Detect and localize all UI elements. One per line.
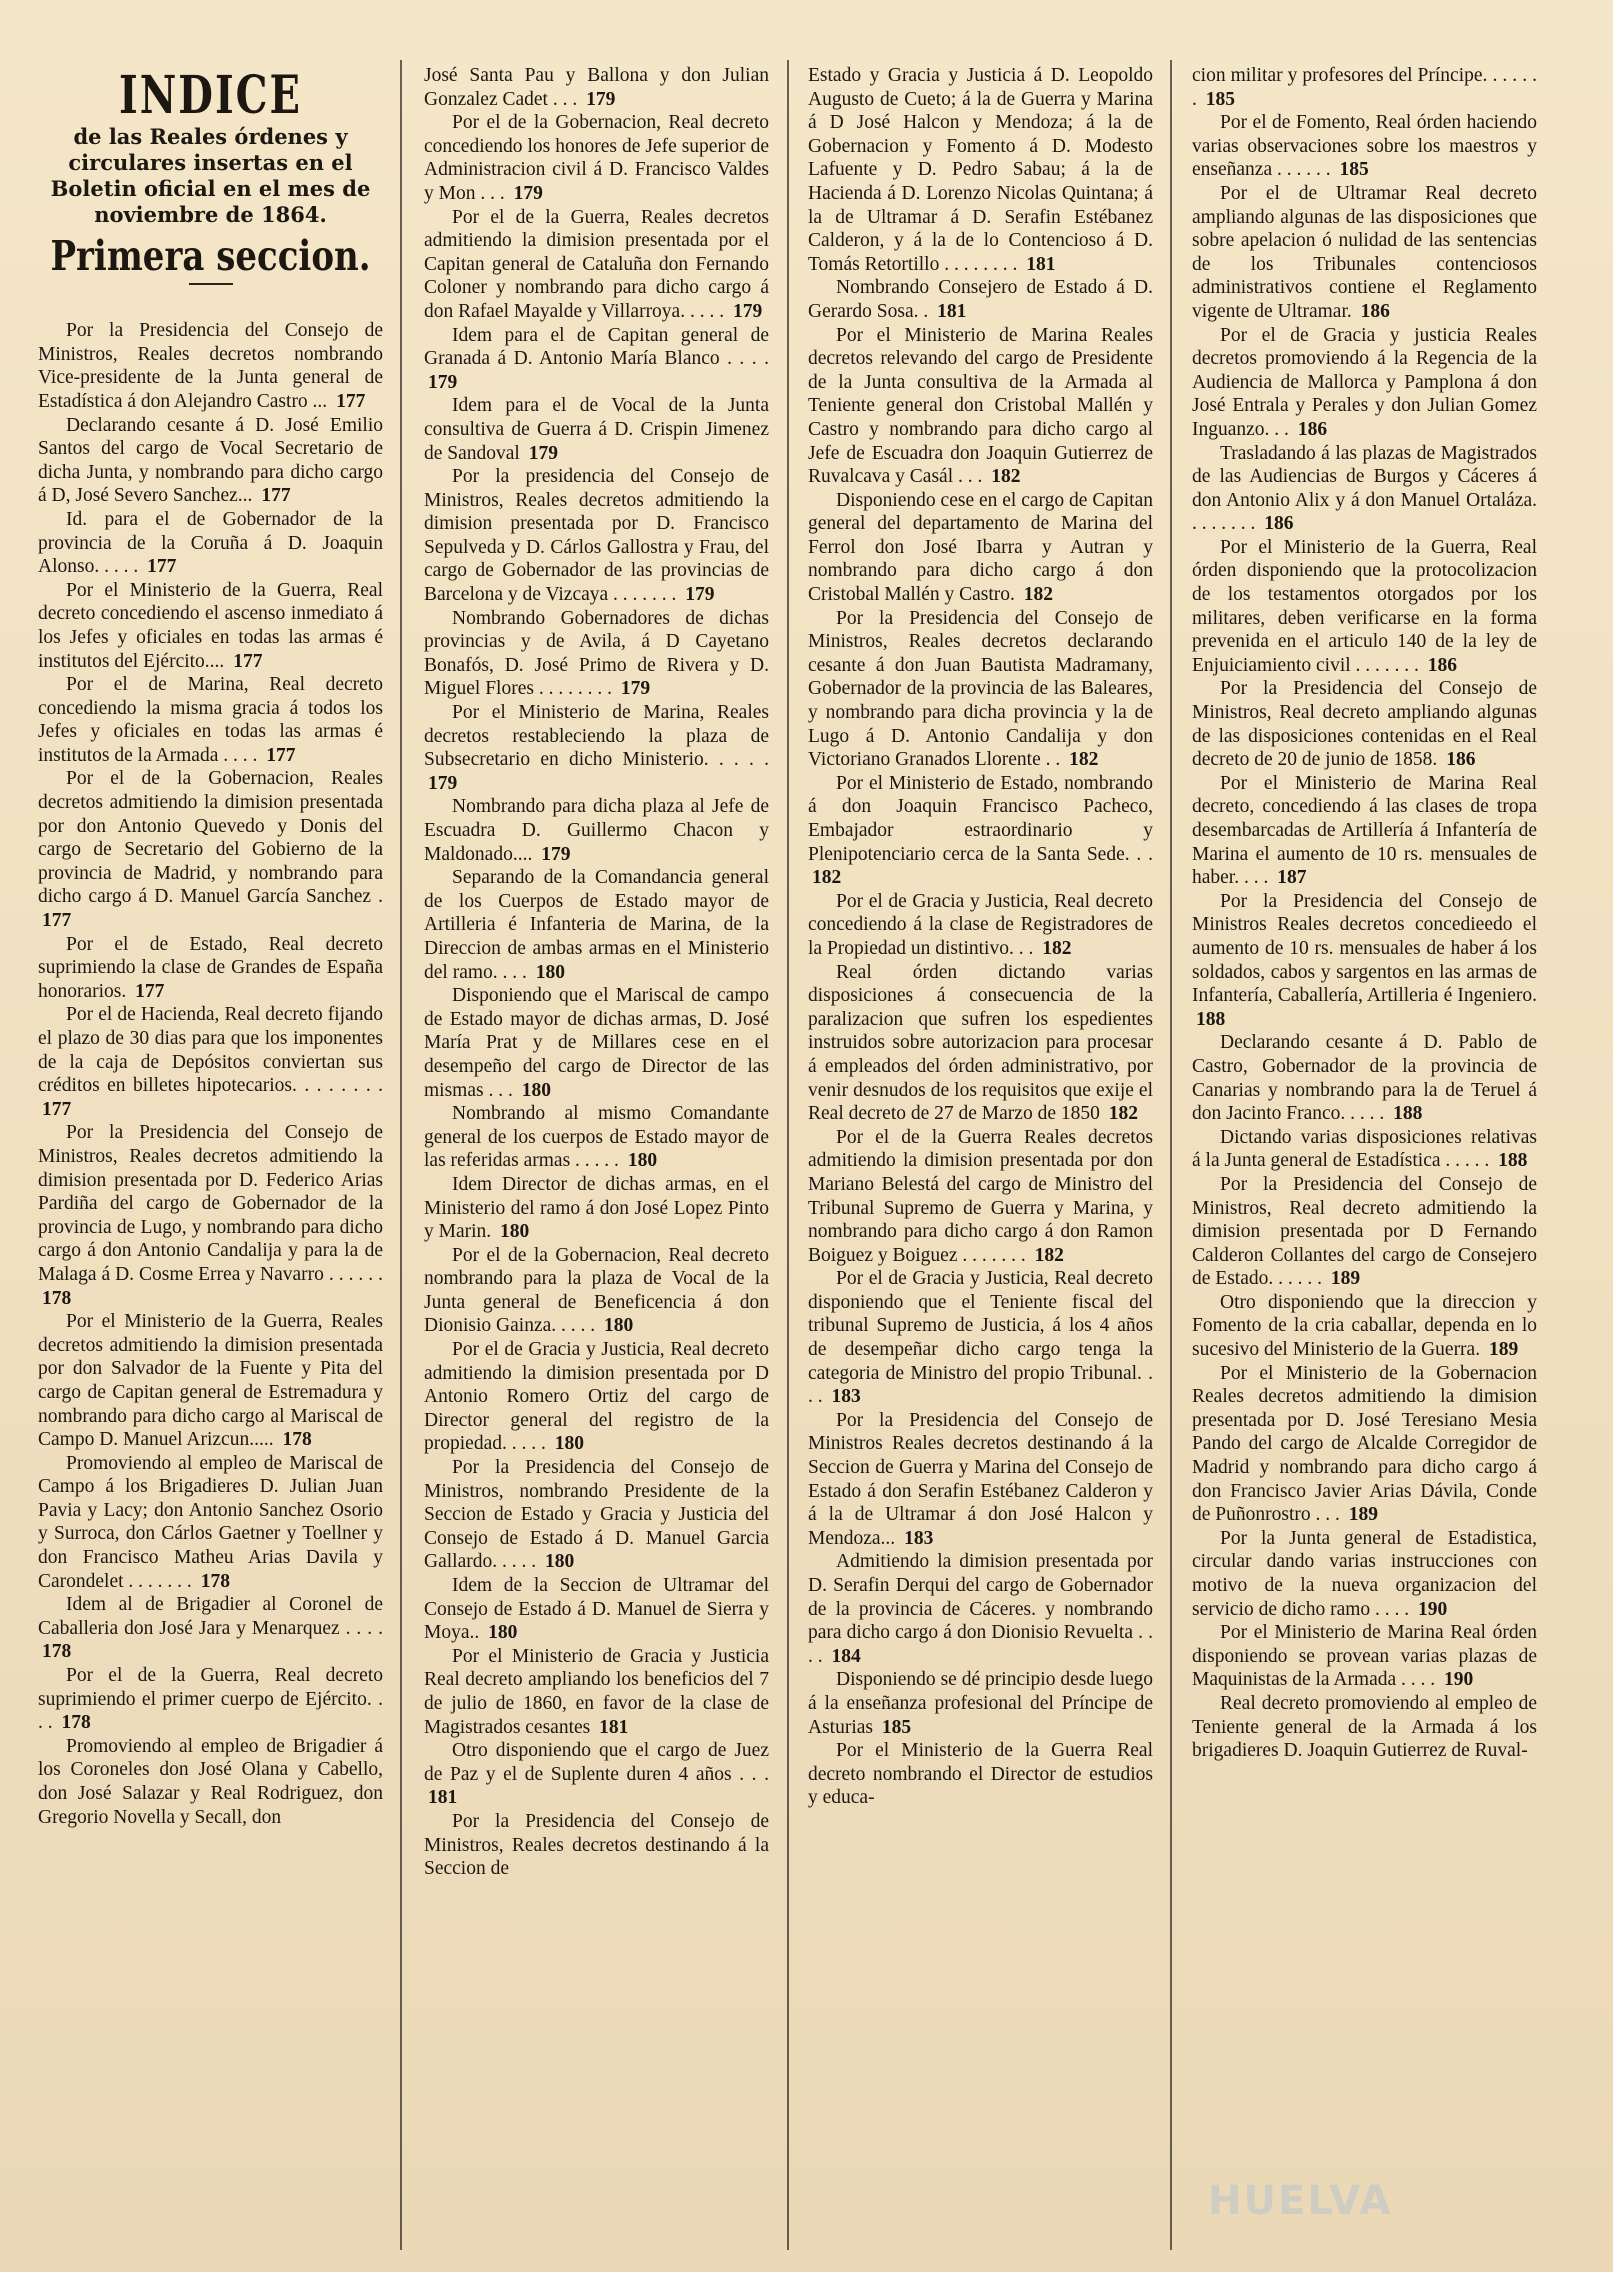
page-number: 186 (1264, 513, 1294, 535)
entry-text: Idem al de Brigadier al Coronel de Caballeria don José Jara y Menarquez . . . . (38, 1594, 383, 1639)
index-entry (38, 933, 383, 1004)
page-number: 182 (991, 466, 1021, 488)
index-entry (424, 394, 769, 465)
index-entry (424, 1456, 769, 1574)
entry-text: Por el de Gracia y Justicia, Real decreto admitiendo la dimision presentada por D Antonio Romero Ortiz del cargo de Director general del registro de la propiedad. . . . . (424, 1339, 769, 1455)
page-number: 179 (528, 442, 558, 464)
entry-text: Por el de Ultramar Real decreto ampliando algunas de las disposiciones que sobre apelacion ó nulidad de las sentencias de los Tribunales contenciosos administrativos contiene el Reglamento vigente de Ultramar. (1192, 182, 1537, 322)
entry-text: Por el Ministerio de la Gobernacion Reales decretos admitiendo la dimision presentada por D. José Teresiano Mesia Pando del cargo de Alcalde Corregidor de Madrid y nombrando para dicho cargo á don Francisco Javier Arias Dávila, Conde de Puñonrostro . . . (1192, 1362, 1537, 1526)
entry-text: Nombrando para dicha plaza al Jefe de Escuadra D. Guillermo Chacon y Maldonado.... (424, 796, 769, 865)
entry-text: Por la Presidencia del Consejo de Ministros, Real decreto ampliando algunas de las disposiciones contenidas en el Real decreto de 20 de junio de 1858. (1192, 678, 1537, 771)
page-number: 177 (42, 910, 72, 932)
entry-text: Por el Ministerio de Marina, Reales decretos restableciendo la plaza de Subsecretario en dicho Ministerio. . . . . (424, 702, 769, 771)
entry-text: Otro disponiendo que el cargo de Juez de Paz y el de Suplente duren 4 años . . . (424, 1740, 769, 1785)
entry-text: Por el de la Gobernacion, Real decreto concediendo los honores de Jefe superior de Administracion civil á D. Francisco Valdes y Mon . . . (424, 112, 769, 204)
index-entry (1192, 536, 1537, 678)
entry-text: Por el de Gracia y Justicia, Real decreto concediendo á la clase de Registradores de la Propiedad un distintivo. . . (808, 890, 1153, 959)
page-number: 180 (604, 1315, 634, 1337)
entry-text: Nombrando al mismo Comandante general de los cuerpos de Estado mayor de las referidas armas . . . . . (424, 1103, 769, 1172)
page-number: 189 (1348, 1504, 1378, 1526)
entry-text: Por el Ministerio de la Guerra, Real órden disponiendo que la protocolizacion de los testamentos otorgados por los militares, deben verificarse en la forma prevenida en el articulo 140 de la ley de Enjuiciamiento civil . . . . . . . (1192, 536, 1537, 676)
index-entry (424, 64, 769, 111)
index-entry (38, 319, 383, 413)
entry-text: Por el Ministerio de Gracia y Justicia Real decreto ampliando los beneficios del 7 de julio de 1860, en favor de la clase de Magistrados cesantes (424, 1645, 769, 1738)
index-entry (808, 1409, 1153, 1551)
index-entry (1192, 1621, 1537, 1692)
index-entry (38, 1310, 383, 1452)
index-entry (1192, 1527, 1537, 1621)
entry-text: Por el Ministerio de Marina Real decreto, concediendo á las clases de tropa desembarcadas de Artillería á Infantería de Marina el aumento de 10 rs. mensuales de haber. . . . (1192, 772, 1537, 889)
index-entry (1192, 890, 1537, 1032)
page-number: 178 (42, 1287, 72, 1309)
index-entry (808, 64, 1153, 276)
index-entry (1192, 324, 1537, 442)
entry-text: Por el Ministerio de la Guerra, Reales decretos admitiendo la dimision presentada por don Salvador de la Fuente y Pita del cargo de Capitan general de Estremadura y nombrando para dicho cargo al Mariscal de Campo D. Manuel Arizcun..... (38, 1311, 383, 1451)
index-entry (1192, 442, 1537, 536)
page-number: 181 (428, 1787, 458, 1809)
entry-text: Disponiendo cese en el cargo de Capitan general del departamento de Marina del Ferrol don José Ibarra y Autran y nombrando para dicho cargo á don Cristobal Mallén y Castro. (808, 489, 1153, 606)
index-entry (38, 1003, 383, 1121)
index-entry (424, 1244, 769, 1338)
page-number: 180 (544, 1551, 575, 1573)
index-entry (424, 1810, 769, 1881)
entry-text: Por el de la Gobernacion, Reales decretos admitiendo la dimision presentada por don Antonio Quevedo y Donis del cargo de Secretario del Gobierno de la provincia de Madrid, y nombrando para dicho cargo á D. Manuel García Sanchez . (38, 768, 383, 908)
entry-text: Nombrando Gobernadores de dichas provincias y de Avila, á D Cayetano Bonafós, D. José Primo de Rivera y D. Miguel Flores . . . . . . . . (424, 607, 769, 700)
page-number: 186 (1360, 300, 1390, 322)
page-number: 179 (586, 88, 616, 110)
entry-text: Por el de Hacienda, Real decreto fijando el plazo de 30 dias para que los imponentes de la caja de Depósitos conviertan sus créditos en billetes hipotecarios. . . . . . . . (38, 1004, 383, 1097)
entry-text: Nombrando Consejero de Estado á D. Gerardo Sosa. . (808, 277, 1153, 322)
entry-text: Por la presidencia del Consejo de Ministros, Reales decretos admitiendo la dimision presentada por D. Francisco Sepulveda y D. Cárlos Gallostra y Frau, del cargo de Gobernador de las provincias de Barcelona y de Vizcaya . . . . . . . (424, 466, 769, 606)
entry-text: Dictando varias disposiciones relativas á la Junta general de Estadística . . . . . (1192, 1126, 1537, 1172)
page-number: 188 (1498, 1150, 1528, 1172)
page-number: 181 (937, 300, 967, 322)
entry-text: Declarando cesante á D. Pablo de Castro, Gobernador de la provincia de Canarias y nombrando para la de Teruel á don Jacinto Franco. . . . . (1192, 1032, 1537, 1125)
page-number: 179 (513, 182, 543, 204)
index-entry (424, 1739, 769, 1810)
page-number: 185 (881, 1716, 912, 1738)
page-number: 183 (904, 1527, 934, 1549)
page-number: 180 (521, 1079, 551, 1101)
page-number: 182 (1023, 584, 1054, 606)
entry-text: Idem para el de Capitan general de Granada á D. Antonio María Blanco . . . . (424, 324, 769, 370)
entry-text: Por el de Estado, Real decreto suprimiendo la clase de Grandes de España honorarios. (38, 933, 383, 1002)
page-number: 180 (488, 1622, 518, 1644)
page-number: 185 (1205, 88, 1235, 110)
index-entry (1192, 677, 1537, 771)
divider (189, 283, 233, 285)
index-entry (424, 1173, 769, 1244)
column-rule (400, 60, 402, 2250)
index-entry (808, 1126, 1153, 1268)
entry-text: Por el Ministerio de Estado, nombrando á don Joaquin Francisco Pacheco, Embajador estraordinario y Plenipotenciario cerca de la Santa Sede. . . (808, 772, 1153, 865)
entry-text: José Santa Pau y Ballona y don Julian Gonzalez Cadet . . . (424, 65, 769, 110)
index-title: INDICE (119, 64, 302, 126)
entry-text: Declarando cesante á D. José Emilio Santos del cargo de Vocal Secretario de dicha Junta, y nombrando para dicho cargo á D, José Severo Sanchez... (38, 414, 383, 507)
entry-text: Promoviendo al empleo de Brigadier á los Coroneles don José Olana y Cabello, don José Salazar y Real Rodriguez, don Gregorio Novella y Secall, don (38, 1735, 383, 1828)
index-entry (424, 465, 769, 607)
entry-text: Por el Ministerio de la Guerra, Real decreto concediendo el ascenso inmediato á los Jefes y oficiales en todas las armas é institutos del Ejército.... (38, 579, 383, 672)
page-number: 179 (620, 678, 651, 700)
page-number: 178 (200, 1570, 230, 1592)
page-number: 179 (428, 772, 458, 794)
page-number: 180 (500, 1221, 530, 1243)
index-entry (808, 961, 1153, 1126)
index-entry (424, 607, 769, 701)
page-number: 189 (1330, 1268, 1361, 1290)
page-number: 179 (685, 584, 715, 606)
column-3 (808, 64, 1153, 2254)
entry-text: Otro disponiendo que la direccion y Fomento de la cria caballar, dependa en lo sucesivo del Ministerio de la Guerra. (1192, 1291, 1537, 1361)
index-entry (808, 324, 1153, 489)
index-entry (1192, 64, 1537, 111)
page-number: 190 (1444, 1669, 1474, 1691)
page-number: 186 (1297, 418, 1328, 440)
index-entry (808, 607, 1153, 772)
page-number: 189 (1488, 1339, 1519, 1361)
entry-text: Por el Ministerio de Marina Real órden disponiendo se provean varias plazas de Maquinistas de la Armada . . . . (1192, 1622, 1537, 1691)
page-number: 177 (42, 1098, 72, 1120)
index-entry (38, 414, 383, 508)
entry-text: Separando de la Comandancia general de los Cuerpos de Estado mayor de Artilleria é Infanteria de Marina, de la Direccion de ambas armas en el Ministerio del ramo. . . . (424, 867, 769, 983)
index-entry (808, 276, 1153, 323)
column-rule (1170, 60, 1172, 2250)
section-title: Primera seccion. (50, 232, 371, 281)
page-number: 180 (535, 961, 566, 983)
entry-list (38, 319, 383, 1829)
entry-text: Por la Presidencia del Consejo de Ministros, Reales decretos declarando cesante á don Juan Bautista Madramany, Gobernador de la provincia de las Baleares, y nombrando para dicha provincia y la de Lugo á D. Antonio Candalija y don Victoriano Granados Llorente . . (808, 607, 1153, 771)
page-number: 186 (1427, 654, 1458, 676)
entry-text: Idem para el de Vocal de la Junta consultiva de Guerra á D. Crispin Jimenez de Sandoval (424, 395, 769, 464)
index-entry (808, 1267, 1153, 1409)
index-entry (1192, 1031, 1537, 1125)
index-entry (1192, 182, 1537, 324)
page-number: 182 (1042, 937, 1072, 959)
entry-text: Disponiendo que el Mariscal de campo de Estado mayor de dichas armas, D. José María Prat y de Millares cese en el desempeño del cargo de Director de las mismas . . . (424, 985, 769, 1101)
index-entry (808, 772, 1153, 890)
entry-text: Por el Ministerio de Marina Reales decretos relevando del cargo de Presidente de la Junta consultiva de la Armada al Teniente general don Cristobal Mallén y Castro y nombrando para dicho cargo al Jefe de Escuadra don Joaquin Gutierrez de Ruvalcava y Casál . . . (808, 324, 1153, 488)
index-entry (38, 508, 383, 579)
index-entry (38, 1593, 383, 1664)
page-number: 188 (1196, 1008, 1226, 1030)
entry-text: Idem de la Seccion de Ultramar del Consejo de Estado á D. Manuel de Sierra y Moya.. (424, 1575, 769, 1644)
entry-text: Por la Presidencia del Consejo de Ministros, Reales decretos nombrando Vice-presidente de la Junta general de Estadística á don Alejandro Castro ... (38, 320, 383, 412)
index-entry (424, 111, 769, 205)
page-number: 177 (147, 556, 177, 578)
page-number: 182 (812, 867, 842, 889)
index-entry (808, 1668, 1153, 1739)
entry-text: Id. para el de Gobernador de la provincia de la Coruña á D. Joaquin Alonso. . . . . (38, 508, 383, 578)
entry-text: Por la Presidencia del Consejo de Ministros, Reales decretos destinando á la Seccion de (424, 1810, 769, 1880)
entry-text: Por el de Marina, Real decreto concediendo la misma gracia á todos los Jefes y oficiales en todas las armas é institutos de la Armada . . . . (38, 674, 383, 766)
index-entry (1192, 1126, 1537, 1173)
entry-text: Por el de la Gobernacion, Real decreto nombrando para la plaza de Vocal de la Junta general de Beneficencia á don Dionisio Gainza. . . . . (424, 1244, 769, 1337)
page-number: 186 (1446, 749, 1476, 771)
page-number: 182 (1069, 749, 1099, 771)
page-number: 188 (1393, 1103, 1423, 1125)
page-number: 177 (261, 485, 291, 507)
entry-text: Por la Presidencia del Consejo de Ministros, Reales decretos admitiendo la dimision presentada por D. Federico Arias Pardiña del cargo de Gobernador de la provincia de Lugo, y nombrando para dicho cargo á don Antonio Candalija y para la de Malaga á D. Cosme Errea y Navarro . . . . . . (38, 1122, 383, 1285)
entry-text: Por el de Fomento, Real órden haciendo varias observaciones sobre los maestros y enseñanza . . . . . . (1192, 112, 1537, 181)
entry-list (1192, 64, 1537, 1763)
index-entry (38, 579, 383, 673)
entry-text: Por el de Gracia y Justicia, Real decreto disponiendo que el Teniente fiscal del tribunal Supremo de Justicia, á los 4 años de desempeñar dicho cargo tenga la categoria de Ministro del propio Tribunal. . . . (808, 1268, 1153, 1408)
column-2 (424, 64, 769, 2254)
entry-text: Promoviendo al empleo de Mariscal de Campo á los Brigadieres D. Julian Juan Pavia y Lacy; don Antonio Sanchez Osorio y Surroca, don Cárlos Gaetner y Toellner y don Francisco Matheu Arias Davila y Carondelet . . . . . . . (38, 1452, 383, 1592)
page-number: 187 (1277, 867, 1307, 889)
index-entry (1192, 1362, 1537, 1527)
page-number: 180 (554, 1433, 584, 1455)
entry-text: Por el de la Guerra Reales decretos admitiendo la dimision presentada por don Mariano Belestá del cargo de Ministro del Tribunal Supremo de Guerra y Marina, y nombrando para dicho cargo á don Ramon Boiguez y Boiguez . . . . . . . (808, 1126, 1153, 1266)
entry-text: Real órden dictando varias disposiciones á consecuencia de la paralizacion que sufren los espedientes instruidos sobre autorizacion para procesar á empleados del órden administrativo, por venir desnudos de los requisitos que exije el Real decreto de 27 de Marzo de 1850 (808, 961, 1153, 1125)
page-number: 178 (61, 1712, 91, 1734)
column-1 (38, 64, 383, 2254)
entry-text: Idem Director de dichas armas, en el Ministerio del ramo á don José Lopez Pinto y Marin. (424, 1173, 769, 1243)
index-entry (38, 1452, 383, 1594)
index-entry (38, 673, 383, 767)
entry-text: Real decreto promoviendo al empleo de Teniente general de la Armada á los brigadieres D. Joaquin Gutierrez de Ruval- (1192, 1692, 1537, 1762)
entry-list (808, 64, 1153, 1810)
index-entry (1192, 1291, 1537, 1362)
index-entry (1192, 111, 1537, 182)
index-subtitle: de las Reales órdenes y circulares insertas en el Boletin oficial en el mes de noviembre de 1864. (50, 123, 371, 227)
page-number: 180 (627, 1150, 658, 1172)
index-entry (424, 324, 769, 395)
entry-text: Por la Presidencia del Consejo de Ministros Reales decretos concedieedo el aumento de 10 rs. mensuales de haber á los soldados, cabos y sargentos en las armas de Infantería, Caballería, Artilleria é Ingeniero. (1192, 890, 1537, 1007)
page-number: 177 (233, 650, 263, 672)
index-entry (1192, 1173, 1537, 1291)
page-number: 190 (1418, 1598, 1448, 1620)
entry-text: Trasladando á las plazas de Magistrados de las Audiencias de Burgos y Cáceres á don Antonio Alix y á don Manuel Ortaláza. . . . . . . . (1192, 442, 1537, 535)
index-entry (808, 489, 1153, 607)
index-entry (424, 1574, 769, 1645)
index-entry (424, 984, 769, 1102)
index-entry (808, 1739, 1153, 1810)
page-number: 182 (1034, 1244, 1064, 1266)
index-entry (424, 1338, 769, 1456)
page-number: 177 (135, 980, 165, 1002)
entry-text: Por la Presidencia del Consejo de Ministros, nombrando Presidente de la Seccion de Estado y Gracia y Justicia del Consejo de Estado á D. Manuel Garcia Gallardo. . . . . (424, 1457, 769, 1573)
index-entry (424, 206, 769, 324)
index-entry (38, 767, 383, 932)
page-number: 184 (831, 1645, 861, 1667)
entry-text: Por la Junta general de Estadistica, circular dando varias instrucciones con motivo de la nueva organizacion del servicio de dicho ramo . . . . (1192, 1527, 1537, 1620)
page-number: 179 (732, 300, 763, 322)
page-number: 181 (599, 1716, 629, 1738)
page-number: 182 (1108, 1103, 1138, 1125)
index-entry (424, 701, 769, 795)
index-entry (424, 1102, 769, 1173)
page-number: 183 (831, 1386, 861, 1408)
index-entry (38, 1735, 383, 1829)
index-entry (1192, 1692, 1537, 1763)
index-entry (424, 1645, 769, 1739)
entry-text: Por la Presidencia del Consejo de Ministros, Real decreto admitiendo la dimision presentada por D Fernando Calderon Collantes del cargo de Consejero de Estado. . . . . . (1192, 1173, 1537, 1290)
entry-text: Admitiendo la dimision presentada por D. Serafin Derqui del cargo de Gobernador de la provincia de Cáceres. y nombrando para dicho cargo á don Dionisio Revuelta . . . . (808, 1551, 1153, 1667)
page-number: 179 (541, 843, 571, 865)
entry-text: Por la Presidencia del Consejo de Ministros Reales decretos destinando á la Seccion de Guerra y Marina del Consejo de Estado á don Serafin Estébanez Calderon y á la de Ultramar á don José Halcon y Mendoza... (808, 1409, 1153, 1549)
entry-text: Disponiendo se dé principio desde luego á la enseñanza profesional del Príncipe de Asturias (808, 1669, 1153, 1738)
index-entry (1192, 772, 1537, 890)
page-number: 178 (282, 1429, 312, 1451)
column-4 (1192, 64, 1537, 2254)
page-number: 179 (428, 371, 458, 393)
index-entry (808, 1550, 1153, 1668)
index-heading (38, 64, 383, 285)
column-rule (787, 60, 789, 2250)
entry-text: Por el de la Guerra, Real decreto suprimiendo el primer cuerpo de Ejército. . . . (38, 1665, 383, 1734)
index-entry (808, 890, 1153, 961)
page-number: 181 (1026, 253, 1056, 275)
page-number: 178 (42, 1641, 72, 1663)
entry-list (424, 64, 769, 1881)
entry-text: Por el de Gracia y justicia Reales decretos promoviendo á la Regencia de la Audiencia de Mallorca y Pamplona á don José Entrala y Perales y don Julian Gomez Inguanzo. . . (1192, 324, 1537, 440)
index-entry (424, 795, 769, 866)
entry-text: Por el de la Guerra, Reales decretos admitiendo la dimision presentada por el Capitan general de Cataluña don Fernando Coloner y nombrando para dicho cargo á don Rafael Mayalde y Villarroya. . . . . (424, 206, 769, 322)
page-number: 177 (336, 390, 366, 412)
index-entry (424, 866, 769, 984)
watermark-logo: HUELVA (1208, 2178, 1393, 2224)
page-number: 177 (266, 744, 296, 766)
page-number: 185 (1339, 159, 1369, 181)
entry-text: cion militar y profesores del Príncipe. . . . . . . (1192, 65, 1537, 110)
entry-text: Estado y Gracia y Justicia á D. Leopoldo Augusto de Cueto; á la de Guerra y Marina á D José Halcon y Mendoza; á la de Gobernacion y Fomento á D. Modesto Lafuente y D. Pedro Sabau; á la de Hacienda á D. Lorenzo Nicolas Quintana; á la de Ultramar á D. Serafin Estébanez Calderon, y á la de lo Contencioso á D. Tomás Retortillo . . . . . . . . (808, 65, 1153, 275)
index-entry (38, 1121, 383, 1310)
index-entry (38, 1664, 383, 1735)
entry-text: Por el Ministerio de la Guerra Real decreto nombrando el Director de estudios y educa- (808, 1740, 1153, 1809)
